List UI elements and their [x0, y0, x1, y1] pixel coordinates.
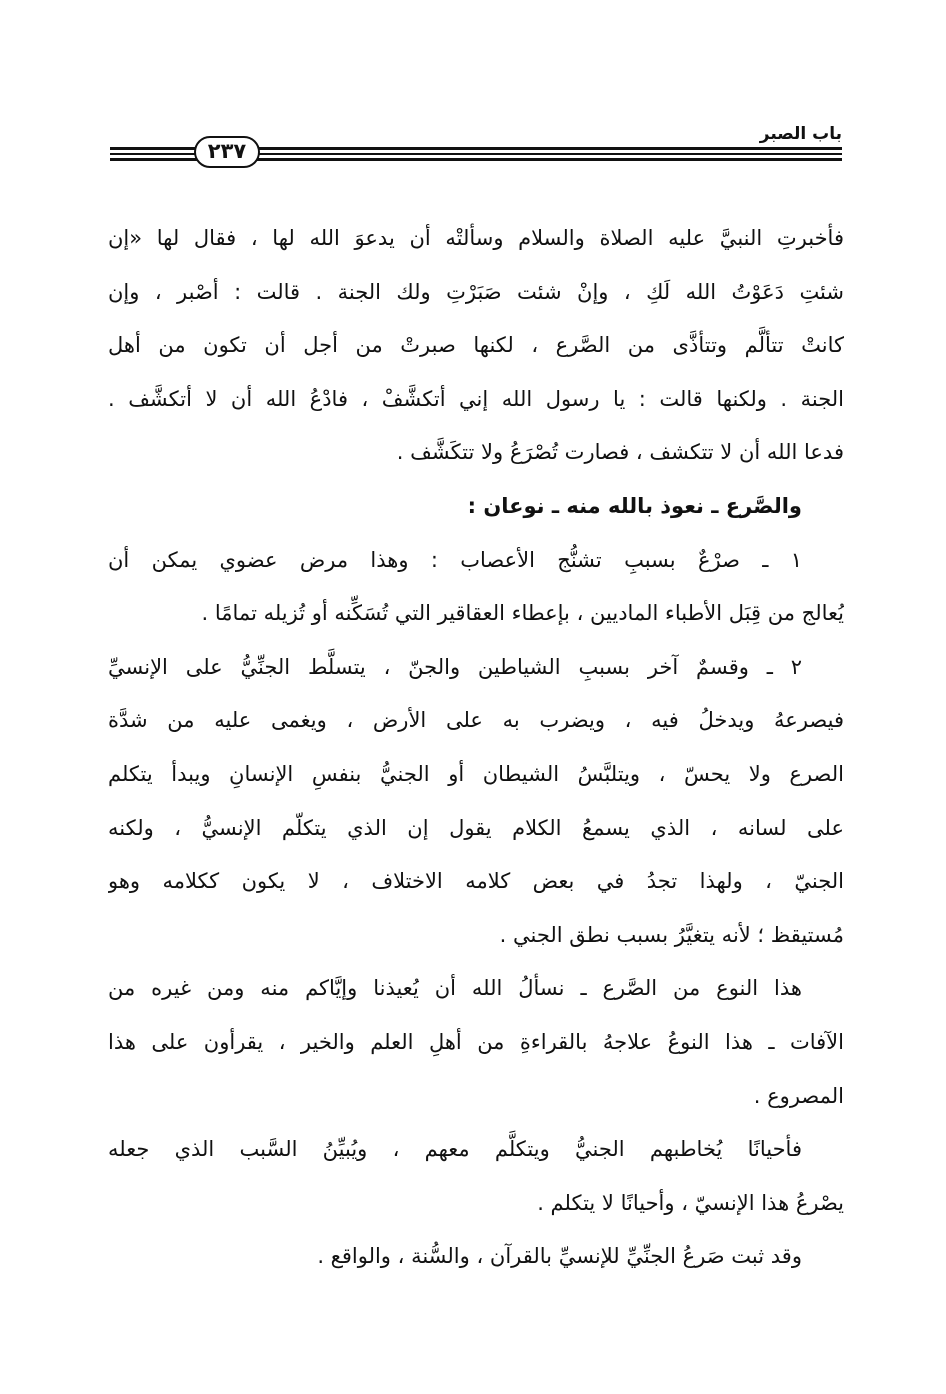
section-heading: والصَّرع ـ نعوذ بالله منه ـ نوعان : — [467, 493, 802, 518]
text-line: فأحيانًا يُخاطبهم الجنيُّ ويتكلَّم معهم ، ويُبيِّنُ السَّبب الذي جعله — [108, 1137, 802, 1162]
text-line: وقد ثبت صَرعُ الجنِّيِّ للإنسيِّ بالقرآن ، والسُّنة ، والواقع . — [317, 1244, 802, 1269]
text-line: فدعا الله أن لا تتكشف ، فصارت تُصْرَعُ ولا تتكَشَّف . — [396, 440, 844, 465]
chapter-title: باب الصبر — [759, 124, 842, 144]
text-line: مُستيقظ ؛ لأنه يتغيَّرُ بسبب نطق الجني . — [499, 922, 844, 947]
text-line: يُعالج من قِبَل الأطباء الماديين ، بإعطاء العقاقير التي تُسَكِّنه أو تُزيله تمامًا . — [201, 601, 844, 626]
text-line: ١ ـ صرْعٌ بسببِ تشنُّج الأعصاب : وهذا مرض عضوي يمكن أن — [108, 547, 802, 572]
page-number: ٢٣٧ — [194, 136, 260, 168]
text-line: فأخبرتِ النبيَّ عليه الصلاة والسلام وسألتْه أن يدعوَ الله لها ، فقال لها «إن — [108, 226, 844, 250]
text-line: ٢ ـ وقسمٌ آخر بسببِ الشياطين والجنّ ، يتسلَّط الجنِّيُّ على الإنسيِّ — [108, 654, 802, 679]
text-line: المصروع . — [753, 1083, 844, 1108]
text-line: هذا النوع من الصَّرع ـ نسألُ الله أن يُعيذنا وإيَّاكم منه ومن غيره من — [108, 976, 802, 1001]
text-line: الآفات ـ هذا النوعُ علاجهُ بالقراءةِ من أهلِ العلم والخير ، يقرأون على هذا — [108, 1029, 844, 1054]
text-line: يصْرعُ هذا الإنسيّ ، وأحيانًا لا يتكلم . — [537, 1190, 844, 1215]
text-line: فيصرعهُ ويدخلُ فيه ، ويضرب به على الأرض ، ويغمى عليه من شدَّة — [108, 708, 844, 733]
running-header — [110, 118, 842, 178]
text-line: الصرع ولا يحسّ ، ويتلبَّسُ الشيطان أو الجنيُّ بنفسِ الإنسانِ ويبدأ يتكلم — [108, 761, 844, 786]
body-text — [108, 212, 844, 1284]
text-line: شئتِ دَعَوْتُ الله لَكِ ، وإنْ شئت صَبَرْتِ ولك الجنة . قالت : أصْبر ، وإن — [108, 279, 844, 304]
text-line: الجنة . ولكنها قالت : يا رسول الله إني أتكشَّفْ ، فادْعُ الله أن لا أتكشَّف . — [108, 386, 844, 411]
text-line: على لسانه ، الذي يسمعُ الكلام يقول إن الذي يتكلّم الإنسيُّ ، ولكنه — [108, 815, 844, 840]
text-line: الجنيّ ، ولهذا تجدُ في بعض كلامه الاختلاف ، لا يكون ككلامه وهو — [108, 869, 844, 894]
text-line: كانتْ تتألَّم وتتأذَّى من الصَّرع ، لكنها صبرتْ من أجل أن تكون من أهل — [108, 333, 844, 358]
